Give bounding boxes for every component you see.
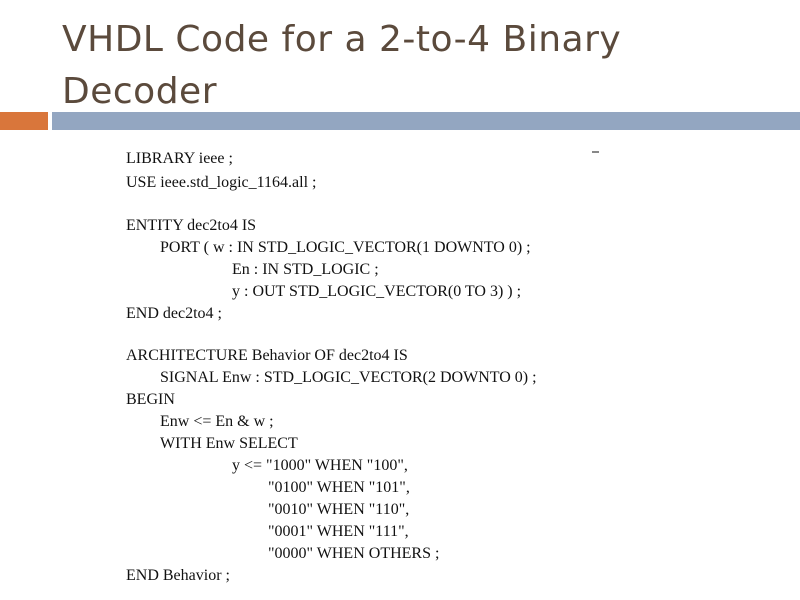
code-line-port-en: En : IN STD_LOGIC ; — [232, 261, 379, 278]
code-line-y-assign: y <= "1000" WHEN "100", — [232, 457, 408, 474]
accent-bar-blue — [52, 112, 800, 130]
code-line-entity: ENTITY dec2to4 IS — [126, 217, 257, 234]
code-line-with-select: WITH Enw SELECT — [160, 435, 298, 452]
code-line-case-others: "0000" WHEN OTHERS ; — [268, 545, 440, 562]
code-line-end-entity: END dec2to4 ; — [126, 305, 222, 322]
code-line-case-110: "0010" WHEN "110", — [268, 501, 410, 518]
code-line-case-101: "0100" WHEN "101", — [268, 479, 410, 496]
code-line-begin: BEGIN — [126, 391, 175, 408]
slide-title: VHDL Code for a 2-to-4 Binary Decoder — [62, 19, 622, 112]
code-line-port-w: PORT ( w : IN STD_LOGIC_VECTOR(1 DOWNTO 0) ; — [160, 239, 531, 256]
accent-bar-orange — [0, 112, 48, 130]
code-line-port-y: y : OUT STD_LOGIC_VECTOR(0 TO 3) ) ; — [232, 283, 522, 300]
code-line-signal: SIGNAL Enw : STD_LOGIC_VECTOR(2 DOWNTO 0) ; — [160, 369, 537, 386]
code-line-end-architecture: END Behavior ; — [126, 567, 230, 584]
code-line-library: LIBRARY ieee ; — [126, 150, 233, 167]
code-line-case-111: "0001" WHEN "111", — [268, 523, 409, 540]
stray-mark — [592, 151, 599, 153]
code-line-use: USE ieee.std_logic_1164.all ; — [126, 174, 317, 191]
code-line-assign: Enw <= En & w ; — [160, 413, 274, 430]
code-line-architecture: ARCHITECTURE Behavior OF dec2to4 IS — [126, 347, 408, 364]
